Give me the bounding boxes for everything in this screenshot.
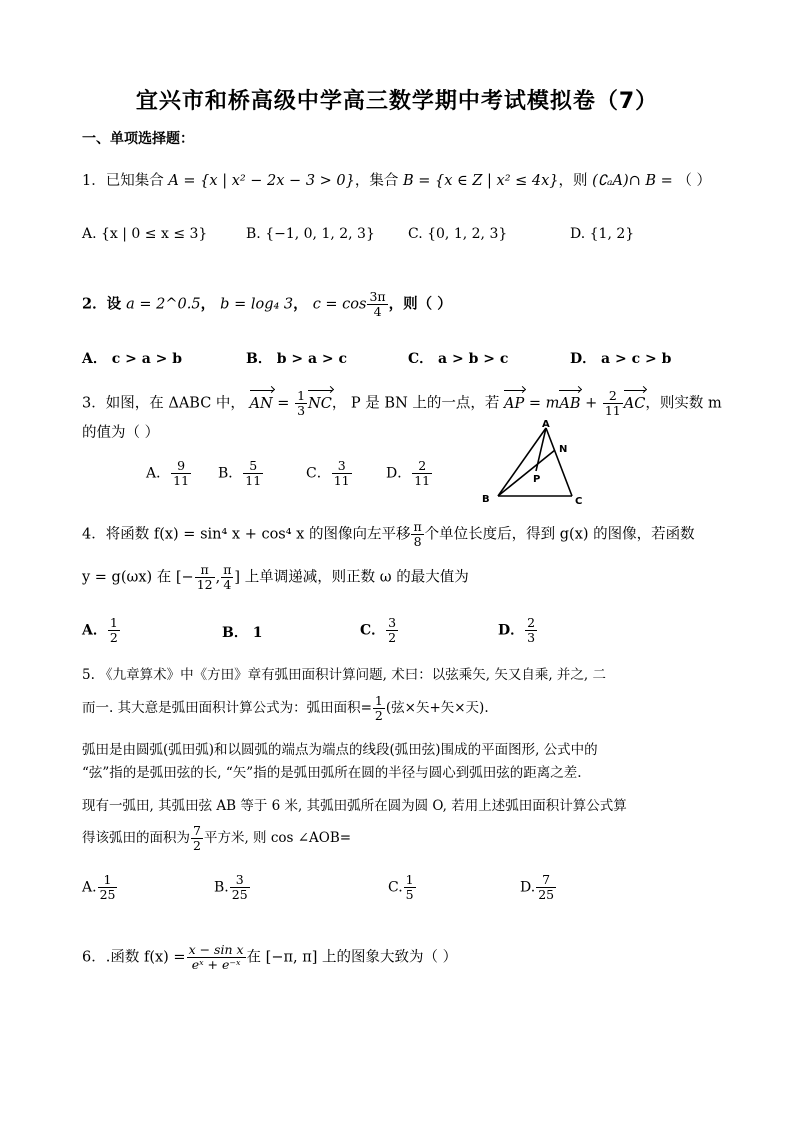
question-3 (82, 389, 722, 418)
page-title: 宜兴市和桥高级中学高三数学期中考试模拟卷（7） (135, 89, 659, 114)
q4-fraction-2: $\frac{\pi}{12}$ (196, 562, 213, 592)
label-n: N (559, 444, 568, 455)
q4-option-a: A． $\frac{1}{2}$ (82, 615, 118, 645)
q3-post: ，则实数 m (645, 395, 722, 412)
q1-option-c: C. {0, 1, 2, 3} (408, 226, 508, 242)
q1-option-b: B. {−1, 0, 1, 2, 3} (246, 226, 375, 242)
q4-number: 4． (82, 526, 106, 543)
q1-set-a: A = {x | x² − 2x − 3 > 0} (168, 173, 355, 189)
q2-a: a = 2^0.5 (126, 296, 201, 313)
question-4 (82, 520, 722, 549)
triangle-figure (476, 418, 596, 506)
q3-line-2: 的值为（ ） (82, 425, 160, 441)
q3-vector-ab: AB (559, 393, 580, 415)
q3-vector-ac: AC (624, 393, 646, 415)
q5-option-c: C. $\frac{1}{5}$ (388, 872, 414, 902)
q1-mid: ，集合 (354, 173, 399, 189)
q5-line-1: 5. 《九章算术》中《方田》章有弧田面积计算问题, 术曰：以弦乘矢, 矢又自乘, 并之, 二 (82, 667, 607, 683)
q3-fraction-1: $\frac{1}{3}$ (297, 388, 306, 418)
q1-option-d: D. {1, 2} (570, 226, 635, 242)
q4-option-d: D． $\frac{2}{3}$ (498, 615, 536, 645)
q5-option-b: B. $\frac{3}{25}$ (214, 872, 248, 902)
q4-comma: , (215, 569, 221, 586)
q4-line2-post: ] 上单调递减，则正数 ω 的最大值为 (234, 569, 469, 586)
question-6 (82, 943, 722, 972)
question-1 (82, 170, 722, 192)
q5-line-5: 现有一弧田, 其弧田弦 AB 等于 6 米, 其弧田弧所在圆为圆 O, 若用上述弧田面积计算公式算 (82, 798, 627, 814)
q3-eq1: = (272, 395, 295, 412)
q2-post: ，则（ ） (388, 295, 452, 313)
q4-pre: 将函数 f(x) = sin⁴ x + cos⁴ x 的图像向左平移 (105, 526, 411, 543)
label-p: P (533, 474, 541, 485)
label-c: C (575, 496, 583, 506)
q2-option-a: A． c > a > b (82, 351, 183, 367)
label-a: A (542, 419, 550, 430)
q3-vector-nc: NC (308, 393, 332, 415)
q6-pre: .函数 f(x) = (105, 949, 186, 966)
q3-pre: 如图，在 ΔABC 中， (105, 395, 245, 412)
q6-number: 6． (82, 949, 106, 966)
question-2: 2．设 a = 2^0.5， b = log₄ 3， c = cos $\frac{3\pi}{4}$ ，则（ ） (82, 289, 452, 319)
q4-fraction-3: $\frac{\pi}{4}$ (223, 562, 232, 592)
label-b: B (482, 494, 490, 505)
q3-option-d: D． $\frac{2}{11}$ (386, 458, 431, 488)
q6-post: 在 [−π, π] 上的图象大致为（ ） (246, 949, 458, 966)
q2-number: 2． (82, 295, 107, 313)
q5-line-4: “弦”指的是弧田弦的长, “矢”指的是弧田弧所在圆的半径与圆心到弧田弦的距离之差. (82, 765, 582, 781)
q3-option-c: C． $\frac{3}{11}$ (306, 458, 350, 488)
q1-number: 1． (82, 173, 106, 189)
q1-option-a: A. {x | 0 ≤ x ≤ 3} (82, 226, 208, 242)
q4-line2-pre: y = g(ωx) 在 [− (82, 569, 194, 586)
q5-line-3: 弧田是由圆弧(弧田弧)和以圆弧的端点为端点的线段(弧田弦)围成的平面图形, 公式中的 (82, 742, 598, 758)
q4-fraction-1: $\frac{\pi}{8}$ (413, 519, 422, 549)
edge-ac (546, 428, 572, 496)
q3-number: 3． (82, 395, 106, 412)
q3-plus: + (580, 395, 602, 412)
q1-pre: 已知集合 (105, 173, 164, 189)
q1-blank: （ ） (677, 173, 711, 189)
q1-set-b: B = {x ∈ Z | x² ≤ 4x} (402, 173, 559, 189)
q6-fraction: $\frac{\text{x − sin x}}{\text{eˣ + e⁻ˣ}}$ (188, 942, 244, 972)
q4-mid: 个单位长度后，得到 g(x) 的图像，若函数 (424, 526, 695, 543)
q4-option-b: B． 1 (222, 625, 263, 641)
q2-pre: 设 (106, 295, 122, 313)
q3-option-b: B． $\frac{5}{11}$ (218, 458, 262, 488)
q5-line-6: 得该弧田的面积为 $\frac{7}{2}$ 平方米, 则 cos ∠AOB= (82, 823, 352, 853)
q2-option-d: D． a > c > b (570, 351, 672, 367)
q1-post: ，则 (558, 173, 588, 189)
q2-option-c: C． a > b > c (408, 351, 509, 367)
q3-option-a: A． $\frac{9}{11}$ (146, 458, 190, 488)
q3-vector-an: AN (250, 393, 273, 415)
q2-c-fraction: $\frac{3\pi}{4}$ (369, 289, 386, 319)
q2-b: b = log₄ 3 (220, 296, 294, 313)
q3-fraction-2: $\frac{2}{11}$ (604, 388, 621, 418)
q2-option-b: B． b > a > c (246, 351, 348, 367)
q4-line-2 (82, 563, 722, 592)
q4-option-c: C． $\frac{3}{2}$ (360, 615, 397, 645)
q5-option-d: D. $\frac{7}{25}$ (520, 872, 555, 902)
q5-option-a: A. $\frac{1}{25}$ (82, 872, 116, 902)
section-heading: 一、单项选择题： (82, 131, 194, 147)
q1-expression: (∁ₐA)∩ B = (592, 173, 673, 189)
q5-line-2: 而一. 其大意是弧田面积计算公式为：弧田面积= $\frac{1}{2}$ (弦×矢+矢×天). (82, 693, 489, 723)
q2-c: c = cos (312, 296, 367, 313)
q3-mid: ， P 是 BN 上的一点，若 (331, 395, 500, 412)
q3-vector-ap: AP (504, 393, 524, 415)
q3-eq2: = m (524, 395, 560, 412)
